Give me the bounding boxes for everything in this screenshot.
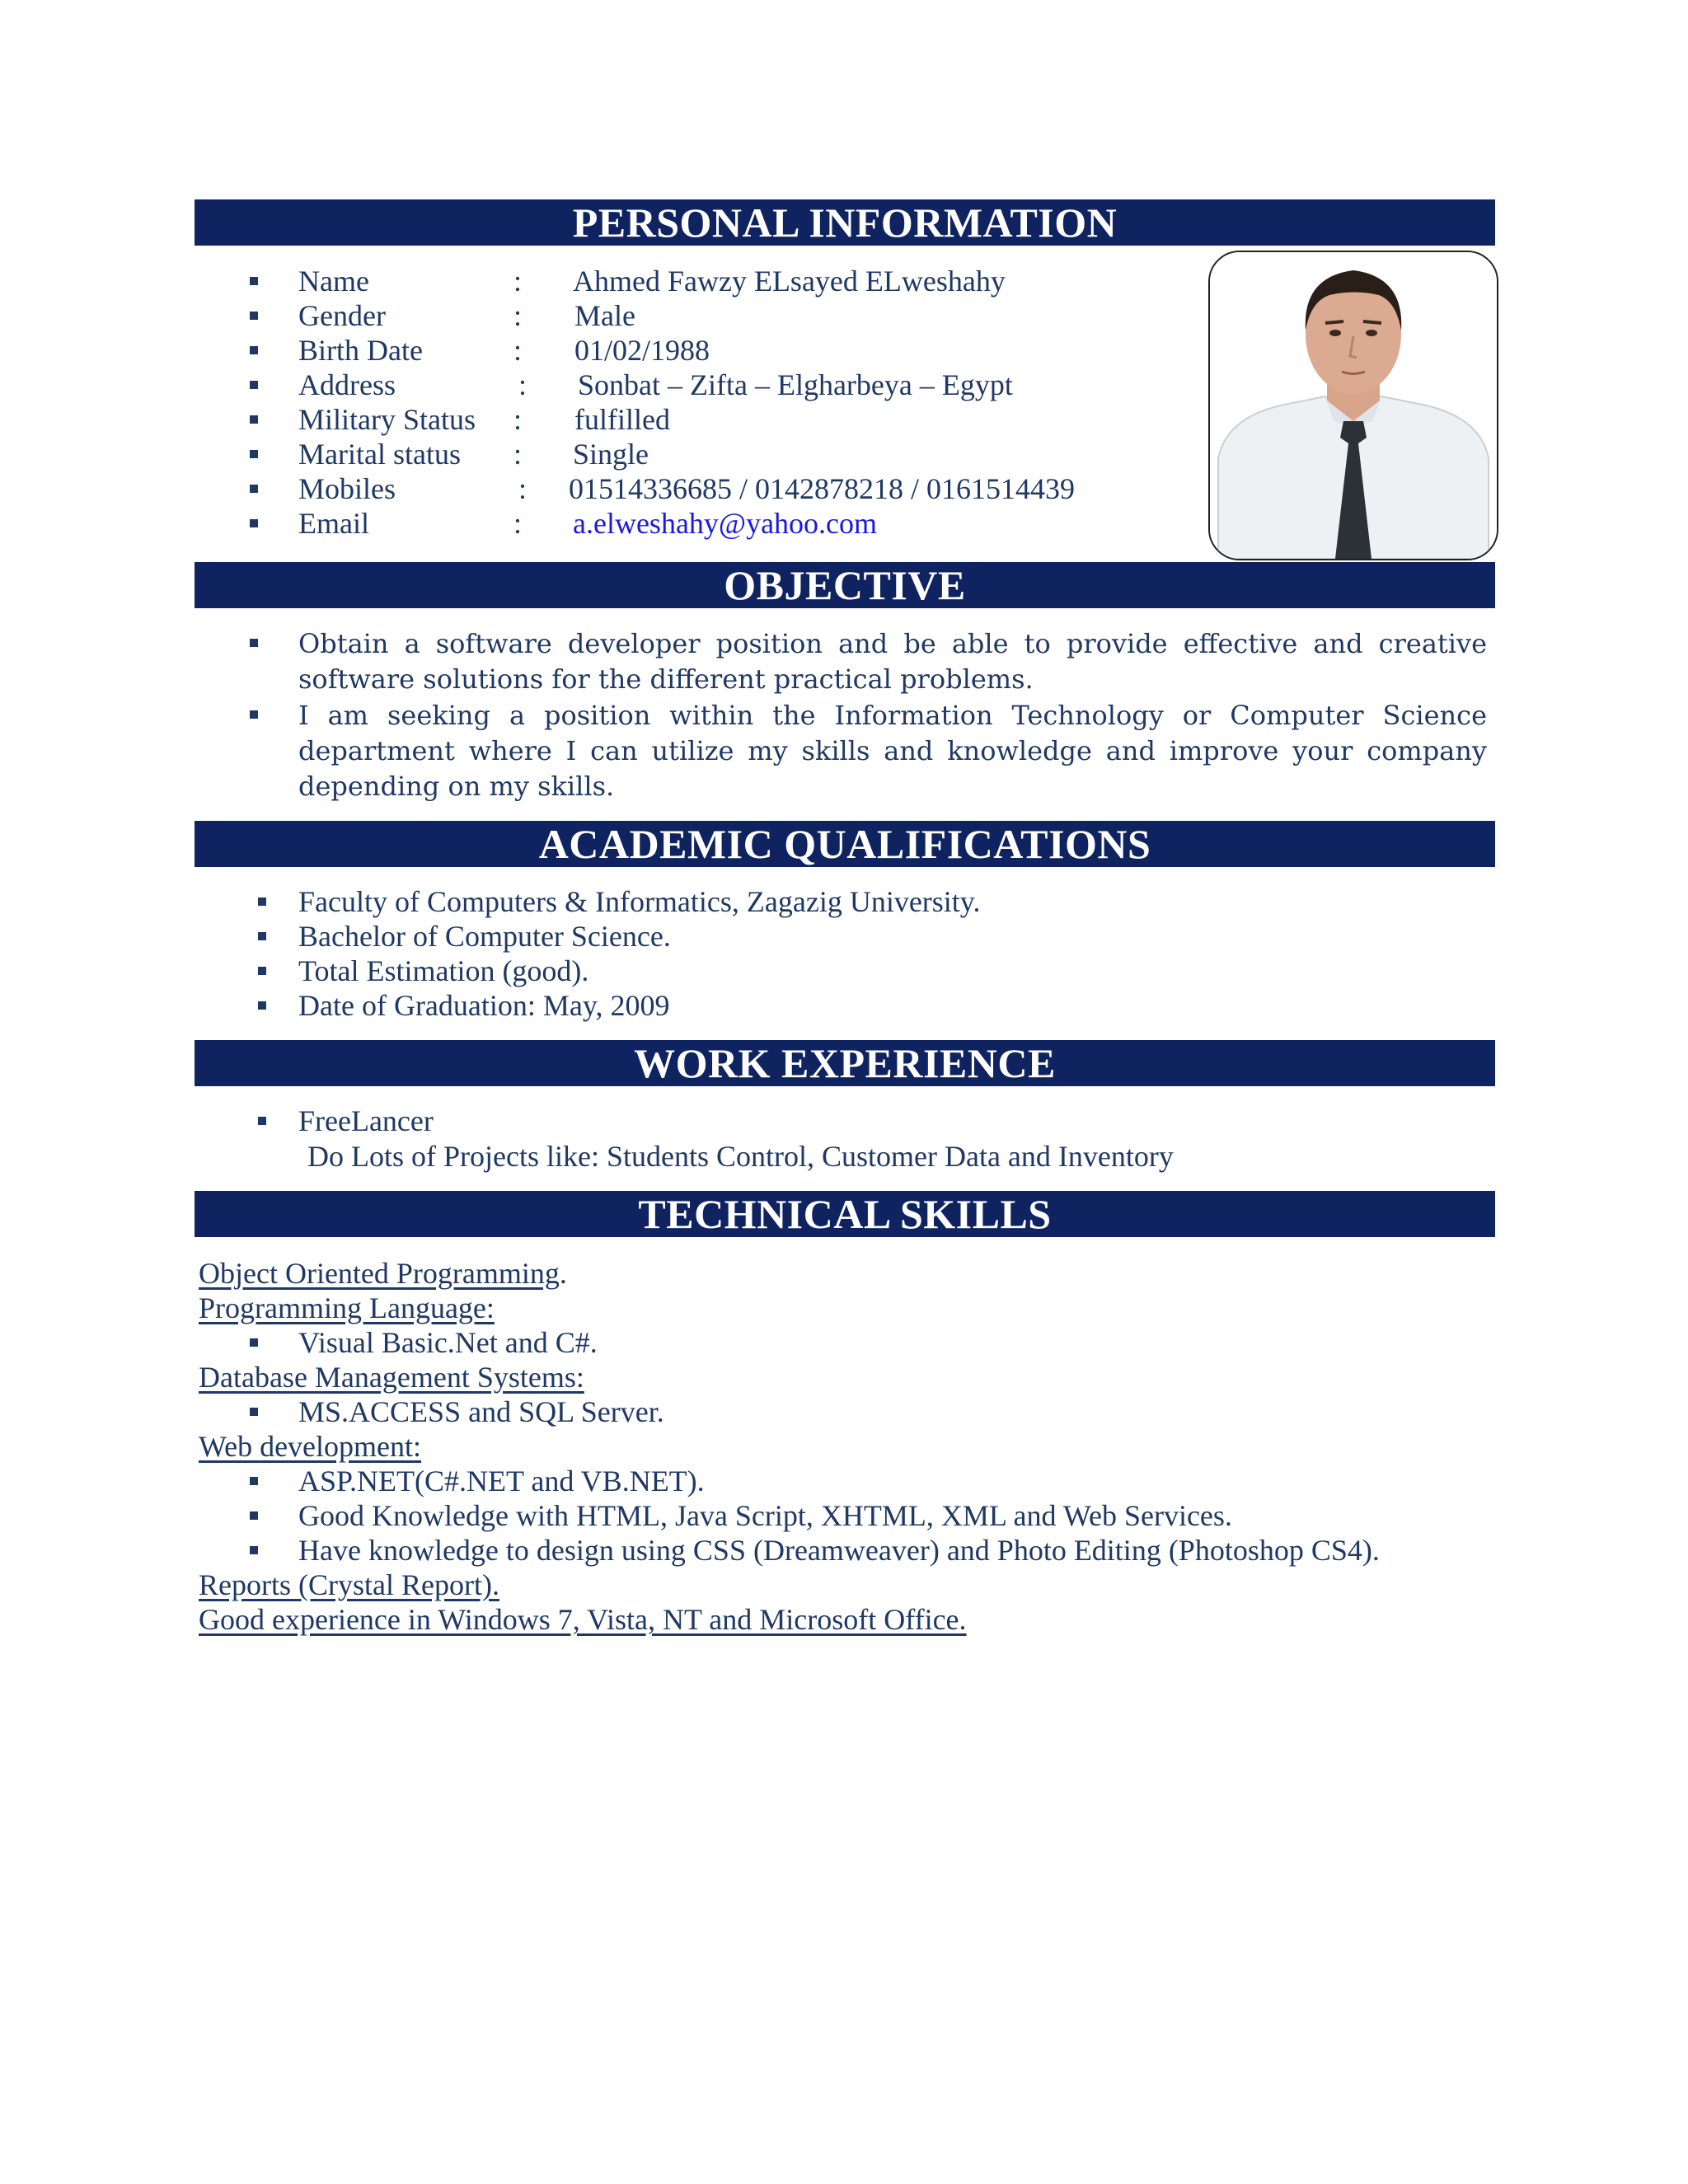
profile-photo <box>1208 251 1498 560</box>
skill-programming-heading-text: Programming Language: <box>199 1291 495 1324</box>
email-link[interactable]: a.elweshahy@yahoo.com <box>573 507 878 540</box>
bullet-icon <box>250 415 258 424</box>
section-objective: OBJECTIVE <box>195 562 1495 608</box>
skill-reports-text: Reports (Crystal Report). <box>199 1568 499 1601</box>
skill-windows-text: Good experience in Windows 7, Vista, NT and Microsoft Office. <box>199 1603 967 1636</box>
bullet-icon <box>250 450 258 458</box>
colon: : <box>518 368 528 401</box>
marital-status-label: Marital status <box>298 438 461 471</box>
academic-item-2: Bachelor of Computer Science. <box>298 920 671 953</box>
bullet-icon <box>258 967 266 975</box>
section-technical-skills: TECHNICAL SKILLS <box>195 1191 1495 1237</box>
bullet-icon <box>250 1511 258 1520</box>
person-portrait-icon <box>1210 252 1497 559</box>
skill-windows <box>199 1602 967 1637</box>
military-status-label: Military Status <box>298 403 476 436</box>
gender-value: Male <box>574 299 635 332</box>
section-academic-qualifications: ACADEMIC QUALIFICATIONS <box>195 821 1495 867</box>
marital-status-value: Single <box>573 438 649 471</box>
gender-label: Gender <box>298 299 386 332</box>
mobiles-value: 01514336685 / 0142878218 / 0161514439 <box>569 472 1076 505</box>
skill-web-item-3: Have knowledge to design using CSS (Dreamweaver) and Photo Editing (Photoshop CS4). <box>298 1534 1380 1567</box>
skill-web-item-2: Good Knowledge with HTML, Java Script, XHTML, XML and Web Services. <box>298 1499 1232 1532</box>
bullet-icon <box>250 1408 258 1416</box>
colon: : <box>513 265 523 298</box>
bullet-icon <box>258 932 266 940</box>
skill-database-heading <box>199 1360 584 1394</box>
skill-web-item-1: ASP.NET(C#.NET and VB.NET). <box>298 1465 705 1497</box>
bullet-icon <box>250 381 258 389</box>
bullet-icon <box>258 1001 266 1010</box>
military-status-value: fulfilled <box>574 403 670 436</box>
academic-item-4: Date of Graduation: May, 2009 <box>298 989 670 1022</box>
work-description: Do Lots of Projects like: Students Control, Customer Data and Inventory <box>307 1140 1174 1173</box>
address-label: Address <box>298 368 396 401</box>
bullet-icon <box>250 1546 258 1554</box>
colon: : <box>513 334 523 367</box>
academic-item-1: Faculty of Computers & Informatics, Zagazig University. <box>298 885 981 918</box>
name-value: Ahmed Fawzy ELsayed ELweshahy <box>573 265 1006 298</box>
work-title: FreeLancer <box>298 1104 434 1137</box>
skill-oop-text: Object Oriented Programming <box>199 1257 560 1290</box>
name-label: Name <box>298 265 369 298</box>
colon: : <box>513 438 523 471</box>
colon: : <box>513 507 523 540</box>
address-value: Sonbat – Zifta – Elgharbeya – Egypt <box>578 368 1013 401</box>
bullet-icon <box>258 898 266 906</box>
bullet-icon <box>250 1477 258 1485</box>
bullet-icon <box>250 639 258 647</box>
birth-date-value: 01/02/1988 <box>574 334 710 367</box>
bullet-icon <box>250 710 258 719</box>
skill-database-heading-text: Database Management Systems: <box>199 1361 584 1394</box>
bullet-icon <box>250 277 258 285</box>
bullet-icon <box>250 312 258 320</box>
colon: : <box>513 299 523 332</box>
skill-oop <box>199 1256 567 1291</box>
skill-reports <box>199 1568 499 1602</box>
skill-programming-item-1: Visual Basic.Net and C#. <box>298 1326 598 1359</box>
bullet-icon <box>258 1117 266 1125</box>
objective-item-1: Obtain a software developer position and be able to provide effective and creative software solutions for the different practical problems. <box>298 628 1487 695</box>
objective-item-2: I am seeking a position within the Information Technology or Computer Science department where I can utilize my skills and knowledge and improve your company depending on my skills. <box>298 700 1487 802</box>
skill-database-item-1: MS.ACCESS and SQL Server. <box>298 1395 664 1428</box>
email-label: Email <box>298 507 369 540</box>
birth-date-label: Birth Date <box>298 334 423 367</box>
skill-web-heading <box>199 1429 421 1464</box>
skill-programming-heading <box>199 1291 495 1325</box>
bullet-icon <box>250 519 258 527</box>
bullet-icon <box>250 485 258 493</box>
mobiles-label: Mobiles <box>298 472 396 505</box>
bullet-icon <box>250 1338 258 1347</box>
colon: : <box>513 403 523 436</box>
section-personal-information: PERSONAL INFORMATION <box>195 199 1495 246</box>
bullet-icon <box>250 346 258 354</box>
section-work-experience: WORK EXPERIENCE <box>195 1040 1495 1086</box>
skill-web-heading-text: Web development: <box>199 1430 422 1463</box>
skill-oop-period: . <box>559 1257 567 1290</box>
academic-item-3: Total Estimation (good). <box>298 954 589 987</box>
colon: : <box>518 472 528 505</box>
